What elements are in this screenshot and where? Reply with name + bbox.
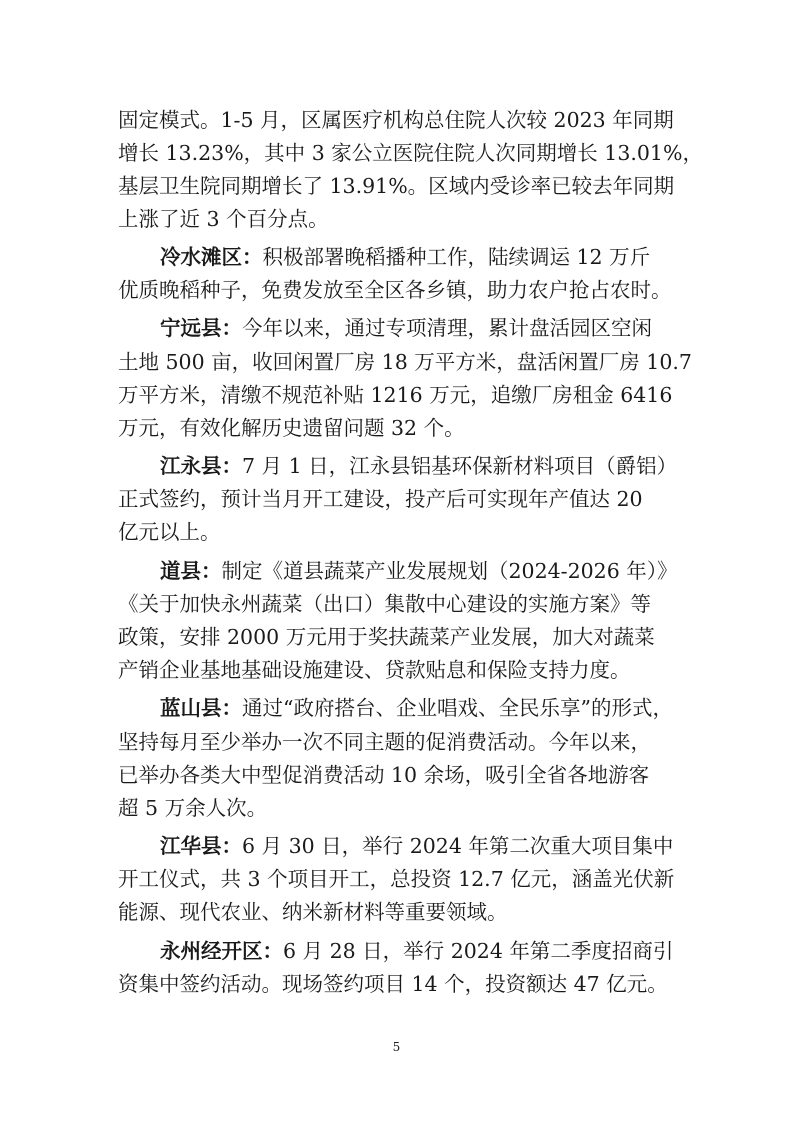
line-text: 万元，有效化解历史遗留问题 32 个。 (118, 416, 465, 440)
paragraph-line (0, 620, 793, 654)
line-text: 万平方米，清缴不规范补贴 1216 万元，追缴厂房租金 6416 (118, 383, 673, 407)
line-text: 今年以来，通过专项清理，累计盘活园区空闲 (242, 316, 652, 340)
line-text: 优质晚稻种子，免费发放至全区各乡镇，助力农户抢占农时。 (118, 278, 672, 302)
paragraph-line (0, 273, 793, 307)
line-text: 已举办各类大中型促消费活动 10 余场，吸引全省各地游客 (118, 763, 650, 787)
paragraph-line (0, 411, 793, 445)
section-first-line (0, 449, 793, 483)
region-heading: 永州经开区： (160, 939, 283, 963)
paragraph-line (0, 515, 793, 549)
section-first-line (0, 829, 793, 863)
region-heading: 道县： (160, 559, 222, 583)
line-text: 积极部署晚稻播种工作，陆续调运 12 万斤 (262, 245, 651, 269)
region-heading: 冷水滩区： (160, 245, 263, 269)
line-text: 上涨了近 3 个百分点。 (118, 207, 329, 231)
paragraph-line (0, 967, 793, 1001)
line-text: 政策，安排 2000 万元用于奖扶蔬菜产业发展，加大对蔬菜 (118, 625, 655, 649)
paragraph-line (0, 862, 793, 896)
line-text: 坚持每月至少举办一次不同主题的促消费活动。今年以来， (118, 730, 651, 754)
paragraph-line (0, 378, 793, 412)
line-text: 土地 500 亩，收回闲置厂房 18 万平方米，盘活闲置厂房 10.7 (118, 350, 692, 374)
line-text: 资集中签约活动。现场签约项目 14 个，投资额达 47 亿元。 (118, 972, 668, 996)
paragraph-line (0, 587, 793, 621)
paragraph-line (0, 136, 793, 170)
paragraph-line (0, 169, 793, 203)
region-heading: 江华县： (160, 834, 242, 858)
line-text: 制定《道县蔬菜产业发展规划（2024-2026 年）》 (221, 559, 678, 583)
line-text: 6 月 28 日，举行 2024 年第二季度招商引 (283, 939, 674, 963)
region-heading: 蓝山县： (160, 696, 242, 720)
line-text: 产销企业基地基础设施建设、贷款贴息和保险支持力度。 (118, 658, 631, 682)
line-text: 基层卫生院同期增长了 13.91%。区域内受诊率已较去年同期 (118, 174, 675, 198)
paragraph-line (0, 895, 793, 929)
page-number: 5 (392, 1040, 401, 1054)
section-first-line (0, 554, 793, 588)
line-text: 增长 13.23%，其中 3 家公立医院住院人次同期增长 13.01%， (118, 141, 703, 165)
section-first-line (0, 311, 793, 345)
paragraph-line (0, 653, 793, 687)
paragraph-line (0, 103, 793, 137)
line-text: 超 5 万余人次。 (118, 796, 268, 820)
line-text: 开工仪式，共 3 个项目开工，总投资 12.7 亿元，涵盖光伏新 (118, 867, 675, 891)
line-text: 《关于加快永州蔬菜（出口）集散中心建设的实施方案》等 (118, 592, 651, 616)
paragraph-line (0, 202, 793, 236)
line-text: 能源、现代农业、纳米新材料等重要领域。 (118, 900, 508, 924)
paragraph-line (0, 725, 793, 759)
paragraph-line (0, 345, 793, 379)
line-text: 通过“政府搭台、企业唱戏、全民乐享”的形式， (242, 696, 673, 720)
region-heading: 江永县： (160, 454, 242, 478)
paragraph-line (0, 482, 793, 516)
paragraph-line (0, 758, 793, 792)
line-text: 亿元以上。 (118, 520, 221, 544)
region-heading: 宁远县： (160, 316, 242, 340)
section-first-line (0, 934, 793, 968)
paragraph-line (0, 791, 793, 825)
line-text: 7 月 1 日，江永县铝基环保新材料项目（爵铝） (242, 454, 678, 478)
line-text: 正式签约，预计当月开工建设，投产后可实现年产值达 20 (118, 487, 643, 511)
line-text: 固定模式。1-5 月，区属医疗机构总住院人次较 2023 年同期 (118, 108, 674, 132)
line-text: 6 月 30 日，举行 2024 年第二次重大项目集中 (242, 834, 674, 858)
section-first-line (0, 240, 793, 274)
section-first-line (0, 691, 793, 725)
